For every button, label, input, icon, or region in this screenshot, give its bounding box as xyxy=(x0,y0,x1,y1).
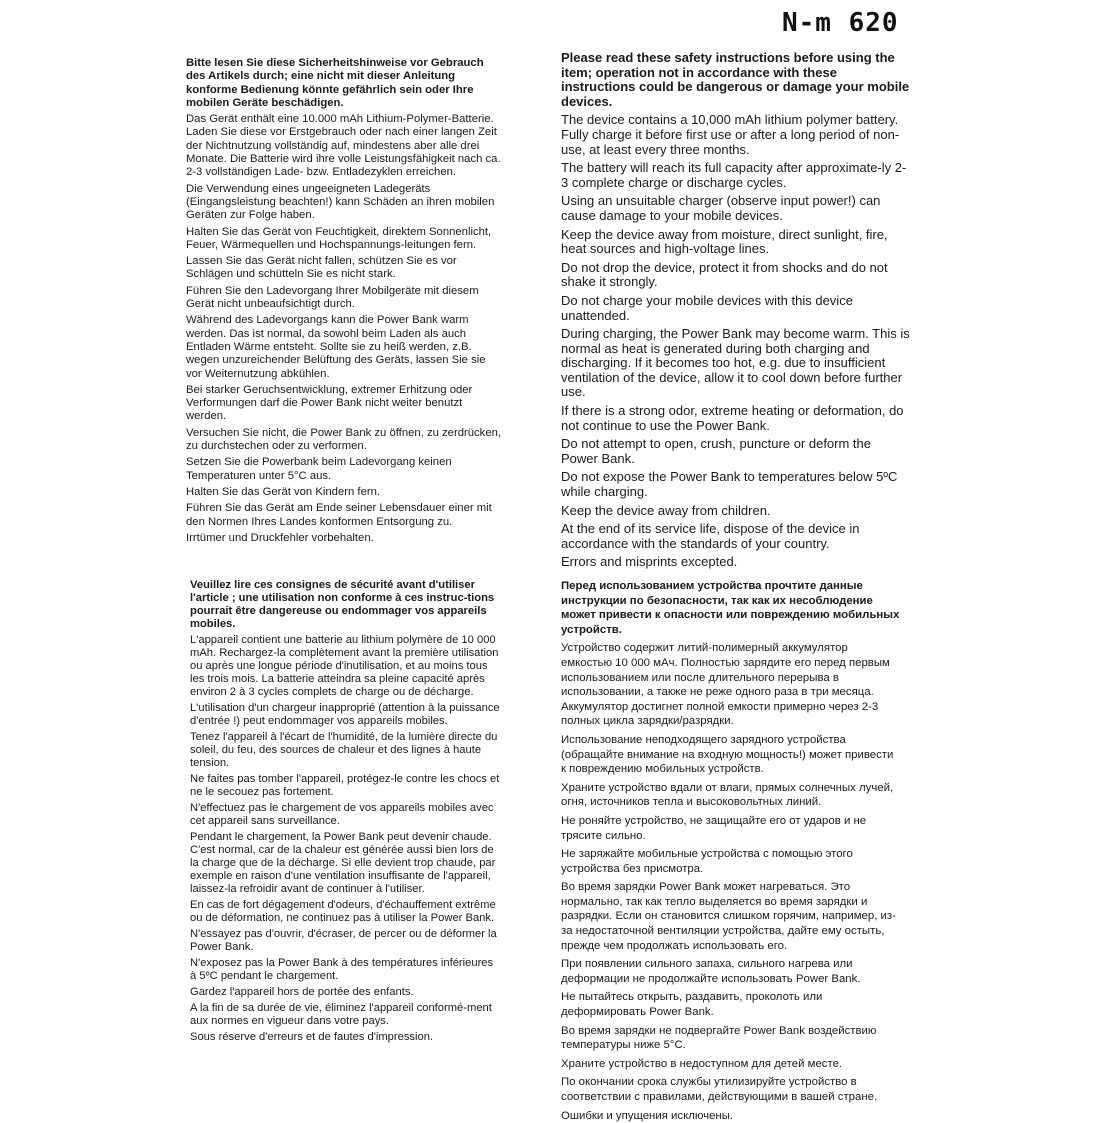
english-item: Errors and misprints excepted. xyxy=(561,554,738,570)
russian-item: Не пытайтесь открыть, раздавить, проколоть или деформировать Power Bank. xyxy=(561,991,823,1019)
french-item: A la fin de sa durée de vie, éliminez l'appareil conformé-ment aux normes en vigueur dans votre pays. xyxy=(190,1002,492,1027)
russian-item: По окончании срока службы утилизируйте устройство в соответствии с правилами, действующими в вашей стране. xyxy=(561,1076,878,1103)
section-french xyxy=(190,576,502,1044)
french-item: Gardez l'appareil hors de portée des enfants. xyxy=(190,986,414,998)
english-item: The battery will reach its full capacity after approximate-ly 2-3 complete charge or discharge cycles. xyxy=(561,160,907,190)
russian-item: Использование неподходящего зарядного устройства (обращайте внимание на входную мощность!) может привести к повреждению мобильных устройств. xyxy=(561,733,894,776)
french-item: Sous réserve d'erreurs et de fautes d'impression. xyxy=(190,1031,434,1043)
russian-heading: Перед использованием устройства прочтите данные инструкции по безопасности, так как их несоблюдение может привести к опасности или повреждению мобильных устройств. xyxy=(561,580,900,636)
english-item: Keep the device away from children. xyxy=(561,502,771,518)
french-item: L'appareil contient une batterie au lithium polymère de 10 000 mAh. Rechargez-la complètement avant la première utilisation ou après une longue période d'inutilisation, et au moins tous les trois mois. La batterie atteindra sa pleine capacité après environ 2 à 3 cycles complets de charge ou de décharge. xyxy=(190,634,499,698)
german-item: Das Gerät enthält eine 10.000 mAh Lithium-Polymer-Batterie. Laden Sie diese vor Erstgebrauch oder nach einer langen Zeit der Nichtnutzung vollständig auf, mindestens aber alle drei Monate. Die Batterie wird ihre volle Leistungsfähigkeit nach ca. 2-3 vollständigen Lade- bzw. Entladezyklen erreichen. xyxy=(186,113,501,179)
french-item: L'utilisation d'un chargeur inapproprié (attention à la puissance d'entrée !) peut endommager vos appareils mobiles. xyxy=(190,702,500,727)
english-item: At the end of its service life, dispose of the device in accordance with the standards of your country. xyxy=(561,521,860,551)
german-item: Führen Sie das Gerät am Ende seiner Lebensdauer einer mit den Normen Ihres Landes konformen Entsorgung zu. xyxy=(186,502,492,528)
english-item: Do not expose the Power Bank to temperatures below 5ºC while charging. xyxy=(561,469,898,500)
german-item: Halten Sie das Gerät von Feuchtigkeit, direktem Sonnenlicht, Feuer, Wärmequellen und Hochspannungs-leitungen fern. xyxy=(186,225,492,251)
french-item: Ne faites pas tomber l'appareil, protégez-le contre les chocs et ne le secouez pas fortement. xyxy=(190,773,500,798)
english-item: Keep the device away from moisture, direct sunlight, fire, heat sources and high-voltage lines. xyxy=(561,226,888,257)
russian-item: Не заряжайте мобильные устройства с помощью этого устройства без присмотра. xyxy=(561,848,853,875)
russian-item: Устройство содержит литий-полимерный аккумулятор емкостью 10 000 мАч. Полностью зарядите его перед первым использованием или после длительного перерыва в использовании, а также не реже одного раза в три месяца. Аккумулятор достигнет полной емкости примерно через 2-3 полных цикла зарядки/разрядки. xyxy=(561,642,890,728)
english-item: Do not attempt to open, crush, puncture or deform the Power Bank. xyxy=(561,436,872,466)
german-item: Irrtümer und Druckfehler vorbehalten. xyxy=(186,531,374,544)
english-heading: Please read these safety instructions before using the item; operation not in accordance with these instructions could be dangerous or damage your mobile devices. xyxy=(561,50,910,109)
russian-item: Храните устройство вдали от влаги, прямых солнечных лучей, огня, источников тепла и высоковольтных линий. xyxy=(561,781,894,809)
english-item: The device contains a 10,000 mAh lithium polymer battery. Fully charge it before first use or after a long period of non-use, at least every three months. xyxy=(561,112,900,157)
german-item: Lassen Sie das Gerät nicht fallen, schützen Sie es vor Schlägen und schütteln Sie es nicht stark. xyxy=(186,255,457,281)
german-item: Setzen Sie die Powerbank beim Ladevorgang keinen Temperaturen unter 5°C aus. xyxy=(186,456,452,482)
english-item: Do not charge your mobile devices with this device unattended. xyxy=(561,292,853,323)
german-item: Während des Ladevorgangs kann die Power Bank warm werden. Das ist normal, da sowohl beim Laden als auch Entladen Wärme entsteht. Sollte sie zu heiß werden, z.B. wegen unzureichender Belüftung des Geräts, lassen Sie sie vor Weiternutzung abkühlen. xyxy=(186,314,486,380)
model-number: N-m 620 xyxy=(782,8,899,38)
russian-item: Во время зарядки не подвергайте Power Bank воздействию температуры ниже 5°C. xyxy=(561,1024,877,1052)
russian-item: Не роняйте устройство, не защищайте его от ударов и не трясите сильно. xyxy=(561,814,867,842)
german-item: Versuchen Sie nicht, die Power Bank zu öffnen, zu zerdrücken, zu durchstechen oder zu verformen. xyxy=(186,426,502,453)
french-item: En cas de fort dégagement d'odeurs, d'échauffement extrême ou de déformation, ne continuez pas à utiliser la Power Bank. xyxy=(190,899,496,924)
german-item: Führen Sie den Ladevorgang Ihrer Mobilgeräte mit diesem Gerät nicht unbeaufsichtigt durch. xyxy=(186,284,479,311)
english-item: Using an unsuitable charger (observe input power!) can cause damage to your mobile devices. xyxy=(561,193,881,223)
russian-item: Во время зарядки Power Bank может нагреваться. Это нормально, так как тепло выделяется во время зарядки и разрядки. Если он становится слишком горячим, например, из-за недостаточной вентиляции устройства, дайте ему остыть, прежде чем продолжать использовать его. xyxy=(561,881,896,952)
section-russian xyxy=(561,575,901,1123)
german-heading: Bitte lesen Sie diese Sicherheitshinweise vor Gebrauch des Artikels durch; eine nicht mit dieser Anleitung konforme Bedienung könnte gefährlich sein oder Ihre mobilen Geräte beschädigen. xyxy=(186,57,484,109)
french-item: Pendant le chargement, la Power Bank peut devenir chaude. C'est normal, car de la chaleur est générée aussi bien lors de la charge que de la décharge. Si elle devient trop chaude, par exemple en raison d'une ventilation insuffisante de l'appareil, laissez-la refroidir avant de continuer à l'utiliser. xyxy=(190,831,496,895)
german-item: Halten Sie das Gerät von Kindern fern. xyxy=(186,485,381,498)
russian-item: Ошибки и упущения исключены. xyxy=(561,1109,734,1122)
english-item: During charging, the Power Bank may become warm. This is normal as heat is generated during both charging and discharging. If it becomes too hot, e.g. due to insufficient ventilation of the device, allow it to cool down before further use. xyxy=(561,326,910,400)
english-item: Do not drop the device, protect it from shocks and do not shake it strongly. xyxy=(561,259,888,290)
french-item: N'exposez pas la Power Bank à des températures inférieures à 5ºC pendant le chargement. xyxy=(190,957,494,982)
french-item: N'essayez pas d'ouvrir, d'écraser, de percer ou de déformer la Power Bank. xyxy=(190,928,497,953)
french-heading: Veuillez lire ces consignes de sécurité avant d'utiliser l'article ; une utilisation non conforme à ces instruc-tions pourrait être dangereuse ou endommager vos appareils mobiles. xyxy=(190,579,495,630)
section-german xyxy=(186,54,504,545)
french-item: N'effectuez pas le chargement de vos appareils mobiles avec cet appareil sans surveillance. xyxy=(190,802,494,827)
russian-item: При появлении сильного запаха, сильного нагрева или деформации не продолжайте использовать Power Bank. xyxy=(561,958,861,985)
russian-item: Храните устройство в недоступном для детей месте. xyxy=(561,1057,843,1070)
section-english xyxy=(561,47,911,570)
french-item: Tenez l'appareil à l'écart de l'humidité, de la lumière directe du soleil, du feu, des sources de chaleur et des lignes à haute tension. xyxy=(190,731,498,769)
german-item: Bei starker Geruchsentwicklung, extremer Erhitzung oder Verformungen darf die Power Bank nicht weiter benutzt werden. xyxy=(186,383,473,423)
english-item: If there is a strong odor, extreme heating or deformation, do not continue to use the Power Bank. xyxy=(561,403,904,433)
german-item: Die Verwendung eines ungeeigneten Ladegeräts (Eingangsleistung beachten!) kann Schäden an ihren mobilen Geräten zur Folge haben. xyxy=(186,182,495,222)
